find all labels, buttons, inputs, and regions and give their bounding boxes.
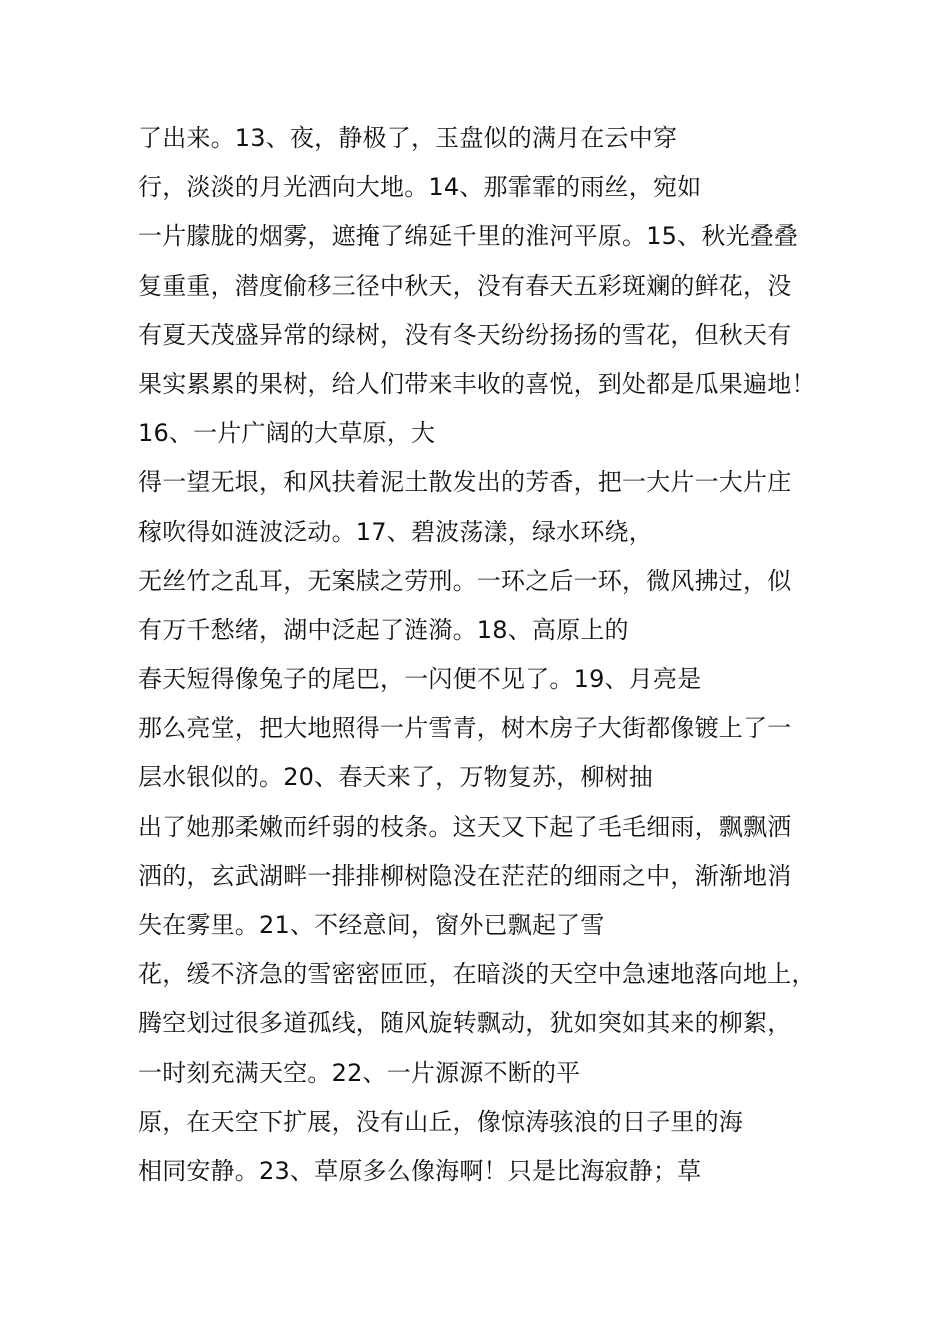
text-line: 复重重，潜度偷移三径中秋天，没有春天五彩斑斓的鲜花，没	[138, 271, 792, 300]
body-text	[138, 114, 828, 1196]
text-line: 稼吹得如涟波泛动。17、碧波荡漾，绿水环绕，	[138, 517, 653, 546]
text-line: 果实累累的果树，给人们带来丰收的喜悦，到处都是瓜果遍地！	[138, 369, 816, 398]
text-line: 失在雾里。21、不经意间，窗外已飘起了雪	[138, 911, 605, 939]
text-line: 那么亮堂，把大地照得一片雪青，树木房子大街都像镀上了一	[138, 714, 792, 743]
text-line: 得一望无垠，和风扶着泥土散发出的芳香，把一大片一大片庄	[138, 468, 792, 497]
text-line: 春天短得像兔子的尾巴，一闪便不见了。19、月亮是	[138, 665, 702, 694]
text-line: 洒的，玄武湖畔一排排柳树隐没在茫茫的细雨之中，渐渐地消	[138, 861, 792, 890]
text-line: 有夏天茂盛异常的绿树，没有冬天纷纷扬扬的雪花，但秋天有	[138, 320, 792, 349]
text-line: 无丝竹之乱耳，无案牍之劳刑。一环之后一环，微风拂过，似	[138, 566, 792, 595]
text-line: 一时刻充满天空。22、一片源源不断的平	[138, 1058, 581, 1087]
text-line: 花，缓不济急的雪密密匝匝，在暗淡的天空中急速地落向地上，	[138, 960, 816, 989]
text-line: 了出来。13、夜，静极了，玉盘似的满月在云中穿	[138, 124, 678, 152]
text-line: 腾空划过很多道孤线，随风旋转飘动，犹如突如其来的柳絮，	[138, 1009, 792, 1038]
text-line: 有万千愁绪，湖中泛起了涟漪。18、高原上的	[138, 615, 629, 644]
text-line: 相同安静。23、草原多么像海啊！只是比海寂静；草	[138, 1156, 702, 1185]
text-line: 一片朦胧的烟雾，遮掩了绵延千里的淮河平原。15、秋光叠叠	[138, 222, 799, 251]
text-line: 原，在天空下扩展，没有山丘，像惊涛骇浪的日子里的海	[138, 1107, 743, 1136]
text-line: 16、一片广阔的大草原，大	[138, 419, 436, 448]
text-line: 层水银似的。20、春天来了，万物复苏，柳树抽	[138, 763, 653, 792]
text-line: 出了她那柔嫩而纤弱的枝条。这天又下起了毛毛细雨，飘飘洒	[138, 812, 792, 841]
text-line: 行，淡淡的月光洒向大地。14、那霏霏的雨丝，宛如	[138, 173, 702, 202]
